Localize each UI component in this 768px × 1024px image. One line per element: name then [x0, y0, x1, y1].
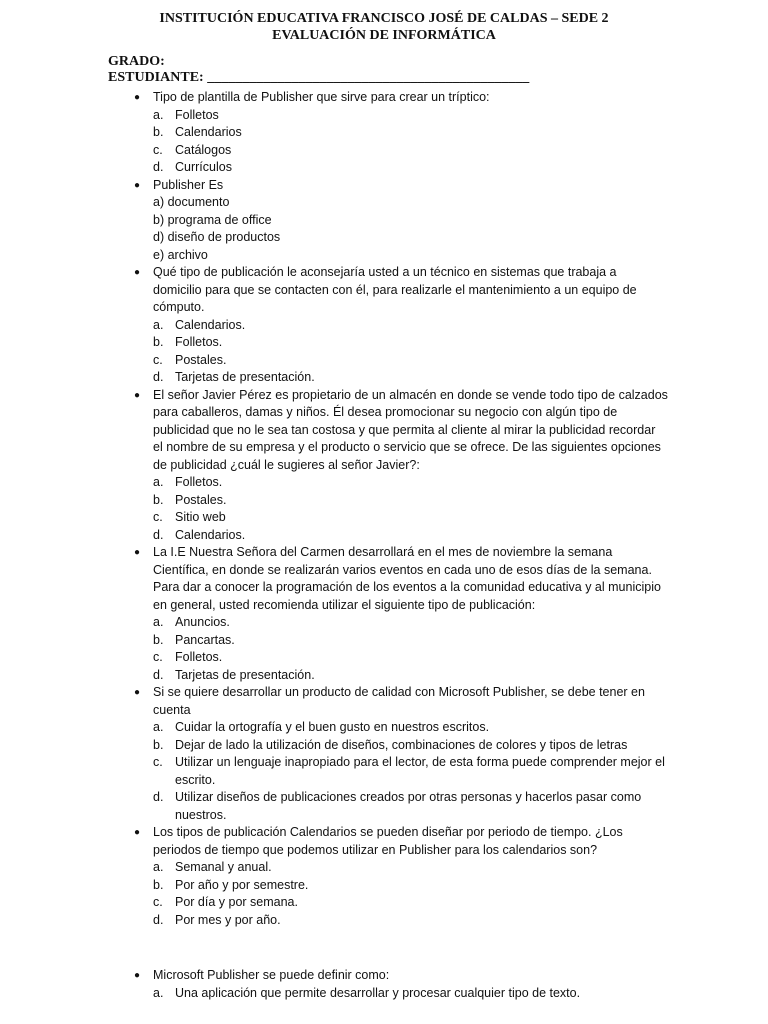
option-letter: c.: [153, 895, 163, 909]
bullet-icon: ●: [133, 970, 141, 981]
answer-option: [0, 369, 768, 387]
option-letter: d.: [153, 160, 164, 174]
answer-option: [0, 719, 768, 737]
option-text: Semanal y anual.: [175, 860, 272, 874]
option-text: Cuidar la ortografía y el buen gusto en nuestros escritos.: [175, 720, 490, 734]
bullet-icon: ●: [133, 92, 141, 103]
option-text: Sitio web: [175, 510, 226, 524]
option-letter: c.: [153, 510, 163, 524]
bullet-icon: ●: [133, 267, 141, 278]
question: [0, 264, 768, 317]
answer-option: [0, 985, 768, 1003]
option-text: Tarjetas de presentación.: [175, 667, 315, 682]
question: [0, 967, 768, 985]
option-text: Folletos: [175, 107, 219, 122]
answer-option: [0, 527, 768, 545]
question: [0, 684, 768, 719]
option-letter: b.: [153, 737, 164, 752]
question-text: Si se quiere desarrollar un producto de calidad con Microsoft Publisher, se debe tener en cuenta: [153, 685, 645, 717]
answer-option: [0, 492, 768, 510]
option-letter: c.: [153, 142, 163, 157]
answer-option: [0, 317, 768, 335]
option-letter: a.: [153, 860, 164, 874]
exam-title: EVALUACIÓN DE INFORMÁTICA: [272, 28, 496, 43]
question-text: La I.E Nuestra Señora del Carmen desarrollará en el mes de noviembre la semana Científica, en donde se realizarán varios eventos en cada uno de esos días de la semana. Para dar a conocer la programación de los eventos a la comunidad educativa y al municipio en general, usted recomienda utilizar el siguiente tipo de publicación:: [153, 545, 661, 612]
question: [0, 177, 768, 195]
answer-option: e) archivo: [153, 247, 208, 262]
option-text: Dejar de lado la utilización de diseños, combinaciones de colores y tipos de letras: [175, 737, 628, 752]
answer-option: [0, 334, 768, 352]
option-text: Folletos.: [175, 335, 223, 349]
answer-option: [0, 107, 768, 125]
bullet-icon: ●: [133, 179, 141, 191]
option-text: Pancartas.: [175, 632, 235, 647]
question-text: El señor Javier Pérez es propietario de un almacén en donde se vende todo tipo de calzados para caballeros, damas y niños. Él desea promocionar su negocio con algún tipo de publicidad que no le sea tan costosa y que permita al cliente al mirar la publicidad recordar el nombre de su empresa y el producto o servicio que se ofrece. De las siguientes opciones de publicidad ¿cuál le sugieres al señor Javier?:: [153, 387, 668, 472]
option-text: Utilizar un lenguaje inapropiado para el lector, de esta forma puede comprender mejor el escrito.: [175, 755, 665, 787]
answer-option: [0, 877, 768, 895]
answer-option: [0, 124, 768, 142]
option-text: Por mes y por año.: [175, 912, 281, 927]
bullet-icon: ●: [133, 827, 141, 838]
option-letter: c.: [153, 650, 163, 664]
answer-option: b) programa de office: [153, 212, 272, 227]
option-text: Por año y por semestre.: [175, 877, 309, 892]
option-letter: d.: [153, 370, 164, 384]
option-text: Postales.: [175, 492, 227, 507]
question-text: Microsoft Publisher se puede definir como:: [153, 968, 390, 982]
option-letter: a.: [153, 985, 164, 1000]
option-letter: d.: [153, 790, 164, 804]
option-letter: d.: [153, 667, 164, 682]
option-letter: c.: [153, 352, 163, 367]
question: [0, 544, 768, 614]
option-letter: a.: [153, 475, 164, 489]
option-letter: b.: [153, 125, 164, 139]
option-letter: b.: [153, 877, 164, 892]
answer-option: [0, 159, 768, 177]
question-text: Qué tipo de publicación le aconsejaría usted a un técnico en sistemas que trabaja a domicilio para que se contacten con él, para realizarle el mantenimiento a un equipo de cómputo.: [153, 265, 637, 314]
option-letter: b.: [153, 335, 164, 349]
answer-option: [0, 632, 768, 650]
option-letter: d.: [153, 527, 164, 542]
bullet-icon: ●: [133, 687, 141, 698]
option-text: Por día y por semana.: [175, 895, 298, 909]
answer-option: [0, 737, 768, 755]
option-letter: a.: [153, 720, 164, 734]
question: [0, 824, 768, 859]
option-text: Utilizar diseños de publicaciones creados por otras personas y hacerlos pasar como nuestros.: [175, 790, 642, 822]
answer-option: [0, 894, 768, 912]
bullet-icon: ●: [133, 389, 141, 401]
answer-option: d) diseño de productos: [153, 230, 281, 244]
option-text: Una aplicación que permite desarrollar y procesar cualquier tipo de texto.: [175, 985, 581, 1000]
option-letter: b.: [153, 632, 164, 647]
answer-option: [0, 754, 768, 789]
answer-option: [0, 474, 768, 492]
answer-option: [0, 352, 768, 370]
option-text: Postales.: [175, 352, 227, 367]
option-text: Folletos.: [175, 475, 223, 489]
answer-option: [0, 667, 768, 685]
bullet-icon: ●: [133, 547, 141, 558]
question: [0, 89, 768, 107]
option-text: Calendarios.: [175, 527, 246, 542]
option-letter: a.: [153, 317, 164, 332]
option-text: Calendarios.: [175, 317, 246, 332]
question-text: Tipo de plantilla de Publisher que sirve para crear un tríptico:: [153, 90, 490, 104]
grade-label: GRADO:: [108, 54, 165, 69]
option-text: Calendarios: [175, 125, 242, 139]
option-text: Catálogos: [175, 142, 232, 157]
question-text: Los tipos de publicación Calendarios se pueden diseñar por periodo de tiempo. ¿Los periodos de tiempo que podemos utilizar en Publisher para los calendarios son?: [153, 825, 623, 857]
answer-option: [0, 509, 768, 527]
institution-title: INSTITUCIÓN EDUCATIVA FRANCISCO JOSÉ DE CALDAS – SEDE 2: [159, 11, 609, 26]
option-text: Tarjetas de presentación.: [175, 370, 315, 384]
option-letter: b.: [153, 492, 164, 507]
option-letter: d.: [153, 912, 164, 927]
option-text: Folletos.: [175, 650, 223, 664]
option-text: Currículos: [175, 160, 232, 174]
student-label: ESTUDIANTE: ______________________________________________: [108, 70, 530, 85]
answer-option: [0, 649, 768, 667]
question-list: [0, 89, 768, 1002]
question-text: Publisher Es: [153, 177, 224, 192]
answer-option: [0, 614, 768, 632]
question: [0, 387, 768, 475]
option-letter: a.: [153, 107, 164, 122]
option-text: Anuncios.: [175, 615, 230, 629]
option-letter: a.: [153, 615, 164, 629]
answer-option: [0, 912, 768, 930]
answer-option: a) documento: [153, 195, 230, 209]
option-letter: c.: [153, 755, 163, 769]
blank-space: [0, 929, 768, 967]
answer-option: [0, 789, 768, 824]
answer-option: [0, 142, 768, 160]
answer-option: [0, 859, 768, 877]
